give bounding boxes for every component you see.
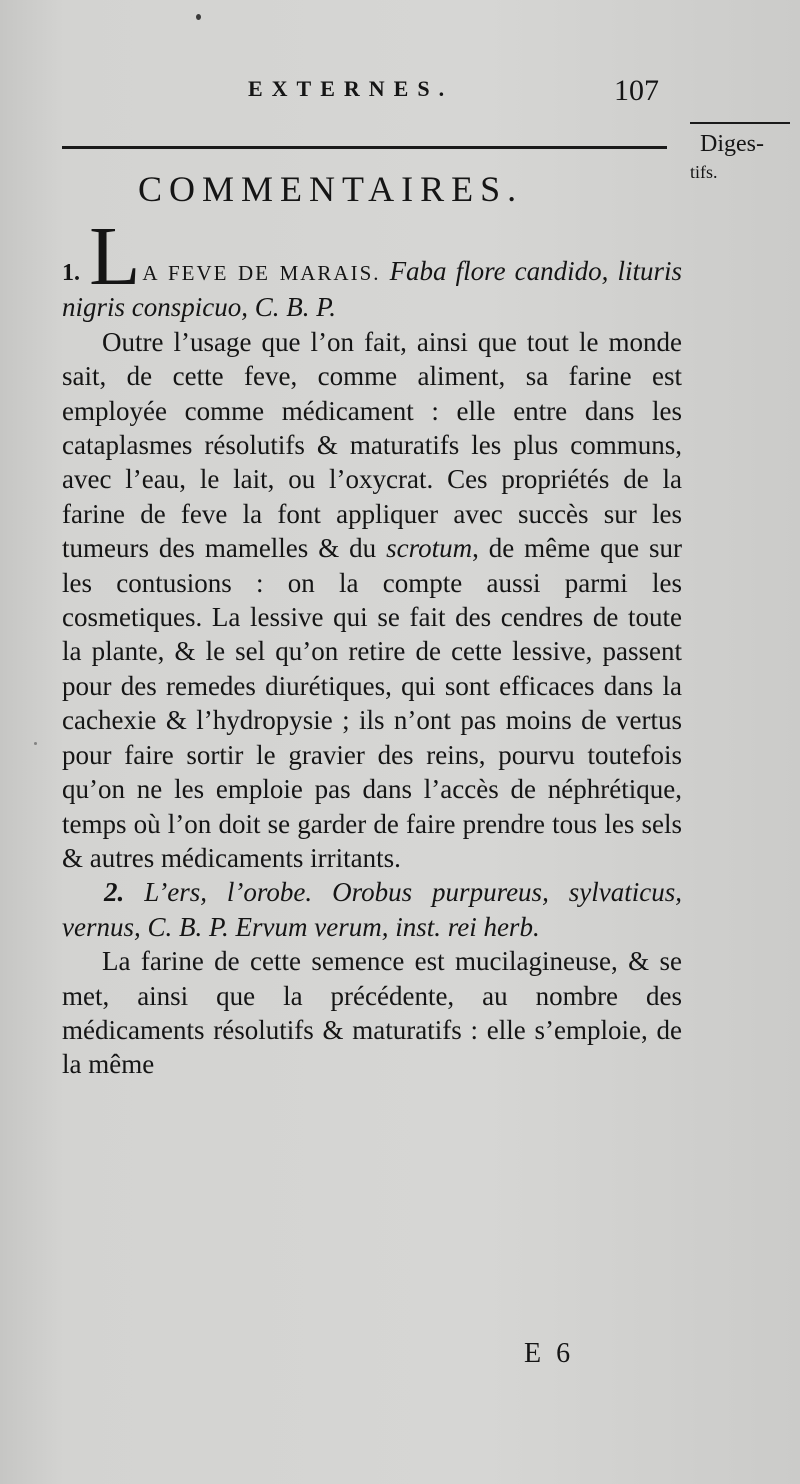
page-header [248, 76, 688, 116]
entry-1-number: 1. [62, 260, 80, 286]
entry-1-paragraph [62, 325, 682, 876]
header-rule [62, 146, 667, 149]
entry-2-latin-name: L’ers, l’orobe. Orobus purpureus, sylvaticus, vernus, C. B. P. Ervum verum, inst. rei herb. [62, 877, 682, 942]
margin-note-line-1: Diges- [700, 131, 764, 157]
page-body [62, 210, 682, 1082]
entry-2-paragraph: La farine de cette semence est mucilagineuse, & se met, ainsi que la précédente, au nombre des médicaments résolutifs & maturatifs : elle s’emploie, de la même [62, 946, 682, 1080]
margin-note-line-2: tifs. [690, 162, 718, 182]
entry-1-name: A FEVE DE MARAIS. [142, 261, 381, 285]
margin-rule [690, 122, 790, 124]
entry-1-latin-name: Faba flore candido, lituris nigris conspicuo, C. B. P. [62, 256, 682, 323]
page-number: 107 [614, 74, 659, 107]
entry-2-heading [62, 875, 682, 944]
drop-cap: L [89, 210, 141, 303]
ink-speck [196, 14, 201, 20]
section-title: COMMENTAIRES. [138, 169, 524, 209]
entry-2-number: 2. [104, 877, 125, 908]
margin-note [690, 130, 795, 186]
entry-1-text-part-1: Outre l’usage que l’on fait, ainsi que tout le monde sait, de cette feve, comme aliment, sa farine est employée comme médicament : elle entre dans les cataplasmes résolutifs & maturatifs les plus communs, avec l’eau, le lait, ou l’oxycrat. Ces propriétés de la farine de feve la font appliquer avec succès sur les tumeurs des mamelles & du [62, 326, 682, 564]
entry-1-text-part-2: , de même que sur les contusions : on la compte aussi parmi les cosmetiques. La lessive qui se fait des cendres de toute la plante, & le sel qu’on retire de cette lessive, passent pour des remedes diurétiques, qui sont efficaces dans la cachexie & l’hydropysie ; ils n’ont pas moins de vertus pour faire sortir le gravier des reins, pourvu toutefois qu’on ne les emploie pas dans l’accès de néphrétique, temps où l’on doit se garder de faire prendre tous les sels & autres médicaments irritants. [62, 533, 682, 873]
running-head: EXTERNES. [248, 76, 454, 101]
signature-mark: E 6 [524, 1338, 575, 1369]
ink-speck [34, 742, 37, 745]
entry-1-heading [62, 210, 682, 325]
entry-1-scrotum: scrotum [386, 533, 473, 564]
